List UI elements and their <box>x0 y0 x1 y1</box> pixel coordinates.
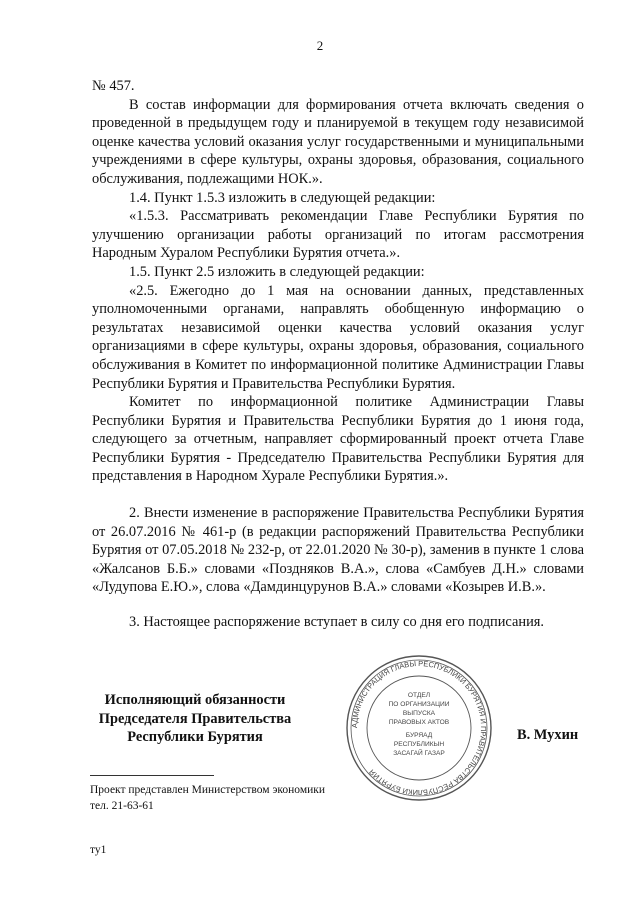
footer-phone: тел. 21-63-61 <box>90 800 154 812</box>
seal-line: БУРЯАД <box>405 732 433 739</box>
seal-line: ПРАВОВЫХ АКТОВ <box>388 719 450 726</box>
signatory-position-line: Исполняющий обязанности <box>104 692 286 708</box>
seal-line: ОТДЕЛ <box>407 692 431 699</box>
seal-outer-text: АДМИНИСТРАЦИЯ ГЛАВЫ РЕСПУБЛИКИ БУРЯТИЯ И ПРАВИТЕЛЬСТВА РЕСПУБЛИКИ БУРЯТИЯ <box>349 658 489 798</box>
spacer <box>92 597 584 613</box>
document-code: ту1 <box>90 844 107 856</box>
page-number: 2 <box>316 38 324 53</box>
seal-line: ПО ОРГАНИЗАЦИИ <box>388 701 450 708</box>
paragraph-continuation: № 457. <box>92 78 135 94</box>
signatory-position <box>90 691 300 747</box>
spacer <box>92 486 584 504</box>
signatory-name: В. Мухин <box>517 727 579 743</box>
seal-line: ЗАСАГАЙ ГАЗАР <box>393 750 445 757</box>
paragraph: 1.5. Пункт 2.5 изложить в следующей редакции: <box>129 263 425 280</box>
paragraph: Комитет по информационной политике Администрации Главы Республики Бурятия и Правительства Республики Бурятия до 1 июня года, следующего за отчетным, направляет сформированный проект отчета Главе Республики Бурятия - Председателю Правительства Республики Бурятия для представления в Народном Хурале Республики Бурятия.». <box>92 394 584 485</box>
paragraph: 1.4. Пункт 1.5.3 изложить в следующей редакции: <box>129 189 436 206</box>
paragraph: В состав информации для формирования отчета включать сведения о проведенной в предыдущем году и планируемой в текущем году независимой оценке качества условий оказания услуг государственными и муниципальными учреждениями в сфере культуры, охраны здоровья, образования, социального обслуживания, подлежащими НОК.». <box>92 96 584 187</box>
seal-line: ВЫПУСКА <box>402 710 436 717</box>
footer-divider <box>90 775 214 776</box>
paragraph: «1.5.3. Рассматривать рекомендации Главе Республики Бурятия по улучшению организации работы организаций по итогам рассмотрения Народным Хуралом Республики Бурятия отчета.». <box>92 208 584 262</box>
paragraph-item-2: 2. Внести изменение в распоряжение Правительства Республики Бурятия от 26.07.2016 № 461-р (в редакции распоряжений Правительства Республики Бурятия от 07.05.2018 № 232-р, от 22.01.2020 № 30-р), заменив в пункте 1 слова «Жалсанов Б.Б.» словами «Поздняков В.А.», слова «Самбуев Д.Н.» словами «Лудупова Е.Ю.», слова «Дамдинцурунов В.А.» словами «Козырев И.В.». <box>92 505 584 596</box>
footer-note <box>90 782 325 814</box>
signatory-position-line: Республики Бурятия <box>127 729 263 746</box>
paragraph: «2.5. Ежегодно до 1 мая на основании данных, представленных уполномоченными органами, направлять обобщенную информацию о результатах независимой оценки качества условий оказания услуг организациями в сфере культуры, охраны здоровья, образования, социального обслуживания в Комитет по информационной политике Администрации Главы Республики Бурятия и Правительства Республики Бурятия. <box>92 282 584 392</box>
seal-line: РЕСПУБЛИКЫН <box>393 741 445 748</box>
official-seal <box>344 653 494 803</box>
footer-note-text: Проект представлен Министерством экономики <box>90 784 326 796</box>
signatory-position-line: Председателя Правительства <box>98 710 292 727</box>
paragraph-item-3: 3. Настоящее распоряжение вступает в силу со дня его подписания. <box>129 614 544 631</box>
document-body <box>92 77 584 632</box>
